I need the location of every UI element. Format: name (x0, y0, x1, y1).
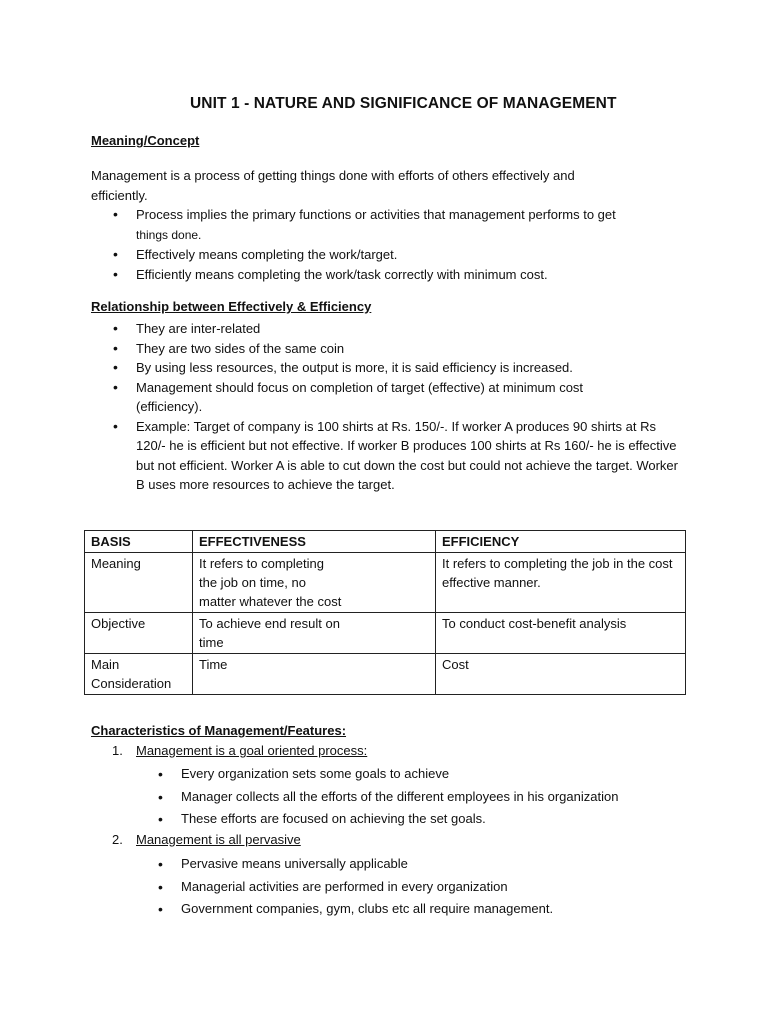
list-item: • Efficiently means completing the work/task correctly with minimum cost. (111, 265, 691, 285)
item-number: 2. (112, 832, 123, 847)
list-item: • Manager collects all the efforts of the different employees in his organization (156, 786, 618, 809)
list-item: • These efforts are focused on achieving the set goals. (156, 808, 618, 831)
bullet-text-continued: things done. (136, 227, 202, 242)
table-row (85, 553, 686, 613)
list-item (111, 205, 691, 245)
list-item: • Every organization sets some goals to achieve (156, 763, 618, 786)
list-item: • By using less resources, the output is more, it is said efficiency is increased. (111, 358, 691, 378)
characteristics-heading: Characteristics of Management/Features: (91, 723, 347, 738)
meaning-heading: Meaning/Concept (91, 133, 200, 148)
meaning-intro: Management is a process of getting things done with efforts of others effectively and efficiently. (91, 168, 575, 203)
table-cell: Objective (85, 613, 193, 654)
list-item: • Effectively means completing the work/target. (111, 245, 691, 265)
item-number: 1. (112, 743, 123, 758)
relationship-bullet-list (111, 319, 691, 495)
table-cell: It refers to completing the job on time, no matter whatever the cost (193, 553, 436, 613)
column-header: EFFECTIVENESS (193, 531, 436, 553)
table-cell: Time (193, 654, 436, 695)
list-item: • They are two sides of the same coin (111, 339, 691, 359)
relationship-heading: Relationship between Effectively & Efficiency (91, 299, 372, 314)
table-cell: Main Consideration (85, 654, 193, 695)
column-header: EFFICIENCY (436, 531, 686, 553)
table-row (85, 654, 686, 695)
numbered-item (112, 743, 367, 758)
bullet-text: Process implies the primary functions or activities that management performs to get (136, 207, 616, 222)
table-cell: Meaning (85, 553, 193, 613)
list-item: • They are inter-related (111, 319, 691, 339)
comparison-table (84, 530, 686, 695)
table-cell: To conduct cost-benefit analysis (436, 613, 686, 654)
list-item: • Government companies, gym, clubs etc all require management. (156, 898, 553, 921)
table-row (85, 613, 686, 654)
item-title: Management is all pervasive (136, 832, 301, 847)
list-item: • Example: Target of company is 100 shirts at Rs. 150/-. If worker A produces 90 shirts at Rs 120/- he is efficient but not effective. If worker B produces 100 shirts at Rs 160/- he is effective but not efficient. Worker A is able to cut down the cost but could not achieve the target. Worker B uses more resources to achieve the target. (111, 417, 684, 495)
meaning-bullet-list (111, 205, 691, 284)
column-header: BASIS (85, 531, 193, 553)
item-title: Management is a goal oriented process: (136, 743, 368, 758)
pervasive-bullet-list (156, 853, 553, 921)
table-cell: It refers to completing the job in the cost effective manner. (436, 553, 686, 613)
list-item: • Pervasive means universally applicable (156, 853, 553, 876)
table-cell: To achieve end result on time (193, 613, 436, 654)
numbered-item (112, 832, 301, 847)
list-item: • Management should focus on completion of target (effective) at minimum cost (efficiency). (111, 378, 636, 417)
page-title: UNIT 1 - NATURE AND SIGNIFICANCE OF MANAGEMENT (190, 95, 617, 112)
goal-bullet-list (156, 763, 618, 831)
table-header-row (85, 531, 686, 553)
table-cell: Cost (436, 654, 686, 695)
list-item: • Managerial activities are performed in every organization (156, 876, 553, 899)
